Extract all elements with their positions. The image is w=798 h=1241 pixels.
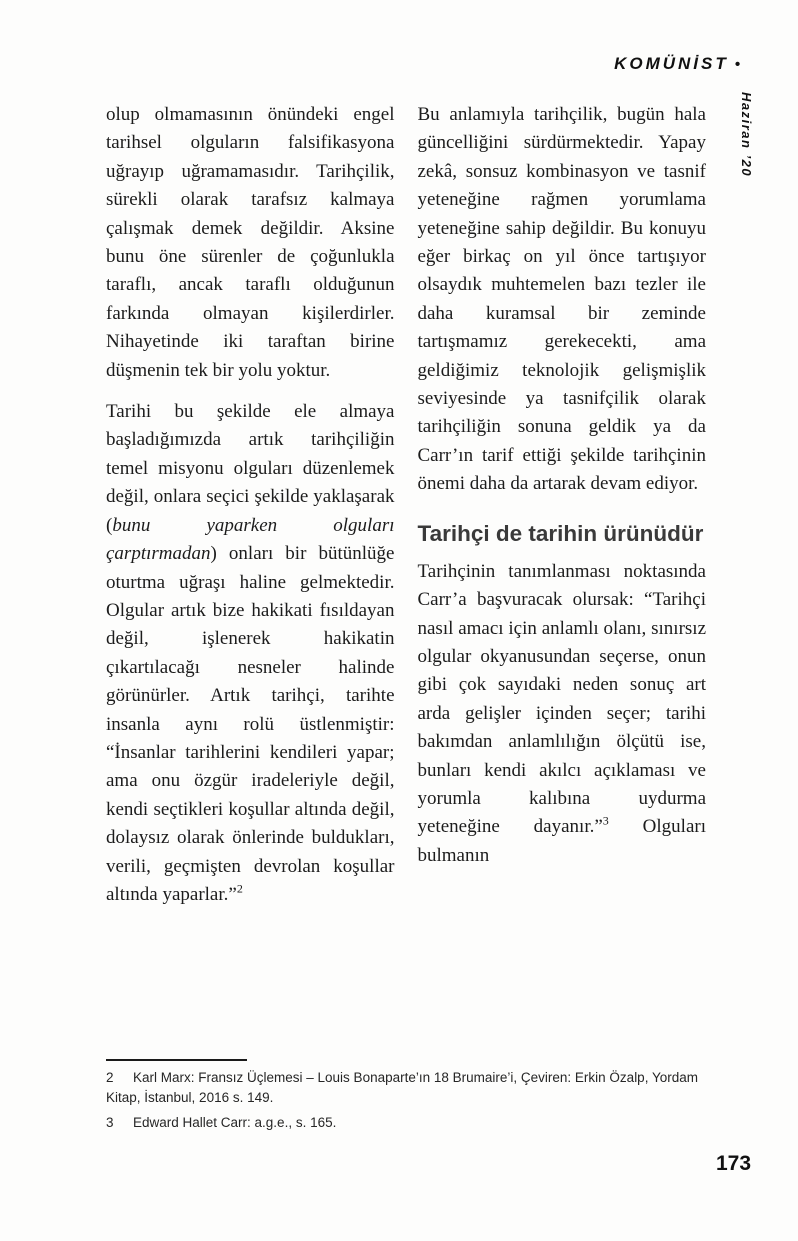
text-segment: olup olmamasının önündeki engel tarihsel olguların falsifikasyona uğrayıp uğramamasıdır. Tarihçilik, sürekli olarak tarafsız kalmaya çalışmak demek değildir. Aksine bunu öne sürenler de çoğunlukla taraflı, ancak taraflı olduğunun farkında olmayan kişilerdirler. Nihayetinde iki taraftan birine düşmenin tek bir yolu yoktur. xyxy=(106,104,395,381)
section-heading: Tarihçi de tarihin ürünüdür xyxy=(417,520,704,546)
paragraph xyxy=(106,398,395,909)
masthead-bullet-icon: • xyxy=(734,56,740,73)
article-body xyxy=(106,101,706,922)
text-segment: bunu yaparken olguları çarptırmadan xyxy=(106,514,395,565)
paragraph xyxy=(418,101,707,499)
text-segment: Tarihi bu şekilde ele almaya başladığımızda artık tarihçiliğin temel misyonu olguları düzenlemek değil, onlara seçici şekilde yaklaşarak ( xyxy=(106,401,395,536)
issue-date-vertical: Haziran ’20 xyxy=(739,92,754,178)
footnote-number: 2 xyxy=(106,1070,114,1085)
masthead xyxy=(614,54,740,74)
text-segment: Tarihçinin tanımlanması noktasında Carr’a başvuracak olursak: “Tarihçi nasıl amacı için anlamlı olanı, sınırsız olgular okyanusundan seçerse, onun gibi çok sayıdaki neden sonuç art arda gelişler içinden seçer; tarihi bakımdan anlamlılığın ölçütü ise, bunları kendi akılcı açıklaması ve yorumla kalıbına uydurma yeteneğine dayanır.” xyxy=(417,560,706,838)
footnote-text: Edward Hallet Carr: a.g.e., s. 165. xyxy=(133,1115,337,1130)
text-segment: Bu anlamıyla tarihçilik, bugün hala güncelliğini sürdürmektedir. Yapay zekâ, sonsuz kombinasyon ve tasnif yeteneğine rağmen yorumlama yeteneğine sahip değildir. Bu konuyu eğer birkaç on yıl önce tartışıyor olsaydık muhtemelen bazı tezler ile daha kuramsal bir zeminde tartışmamız gerekecekti, ama geldiğimiz teknolojik gelişmişlik seviyesinde ya tasnifçilik olarak tarihçiliğin sonuna geldik ya da Carr’ın tarif ettiği şekilde tarihçinin önemi daha da artarak devam ediyor. xyxy=(417,104,706,495)
column-right xyxy=(418,101,707,922)
text-segment: ) onları bir bütünlüğe oturtma uğraşı haline gelmektedir. Olgular artık bize hakikati fısıldayan değil, işlenerek hakikatin çıkartılacağı nesneler halinde görünürler. Artık tarihçi, tarihte insanla aynı rolü üstlenmiştir: “İnsanlar tarihlerini kendileri yapar; ama onu özgür iradeleriyle değil, kendi seçtikleri koşullar altında değil, dolaysız olarak önlerinde buldukları, verili, geçmişten devrolan koşullar altında yaparlar.” xyxy=(106,543,395,905)
page-number: 173 xyxy=(716,1152,752,1175)
text-segment: Olguları bulmanın xyxy=(417,816,706,866)
footnote-marker: 3 xyxy=(602,814,609,829)
footnotes xyxy=(106,1068,707,1139)
masthead-title: KOMÜNİST xyxy=(614,54,729,73)
footnote xyxy=(106,1068,707,1107)
paragraph xyxy=(106,101,395,385)
column-left xyxy=(106,101,395,922)
paragraph xyxy=(418,558,707,870)
footnote-number: 3 xyxy=(106,1115,114,1130)
footnote-marker: 2 xyxy=(236,881,243,896)
footnote-separator xyxy=(106,1059,247,1061)
footnote-text: Karl Marx: Fransız Üçlemesi – Louis Bonaparte’ın 18 Brumaire’i, Çeviren: Erkin Özalp, Yordam Kitap, İstanbul, 2016 s. 149. xyxy=(106,1070,698,1105)
footnote xyxy=(106,1113,707,1133)
